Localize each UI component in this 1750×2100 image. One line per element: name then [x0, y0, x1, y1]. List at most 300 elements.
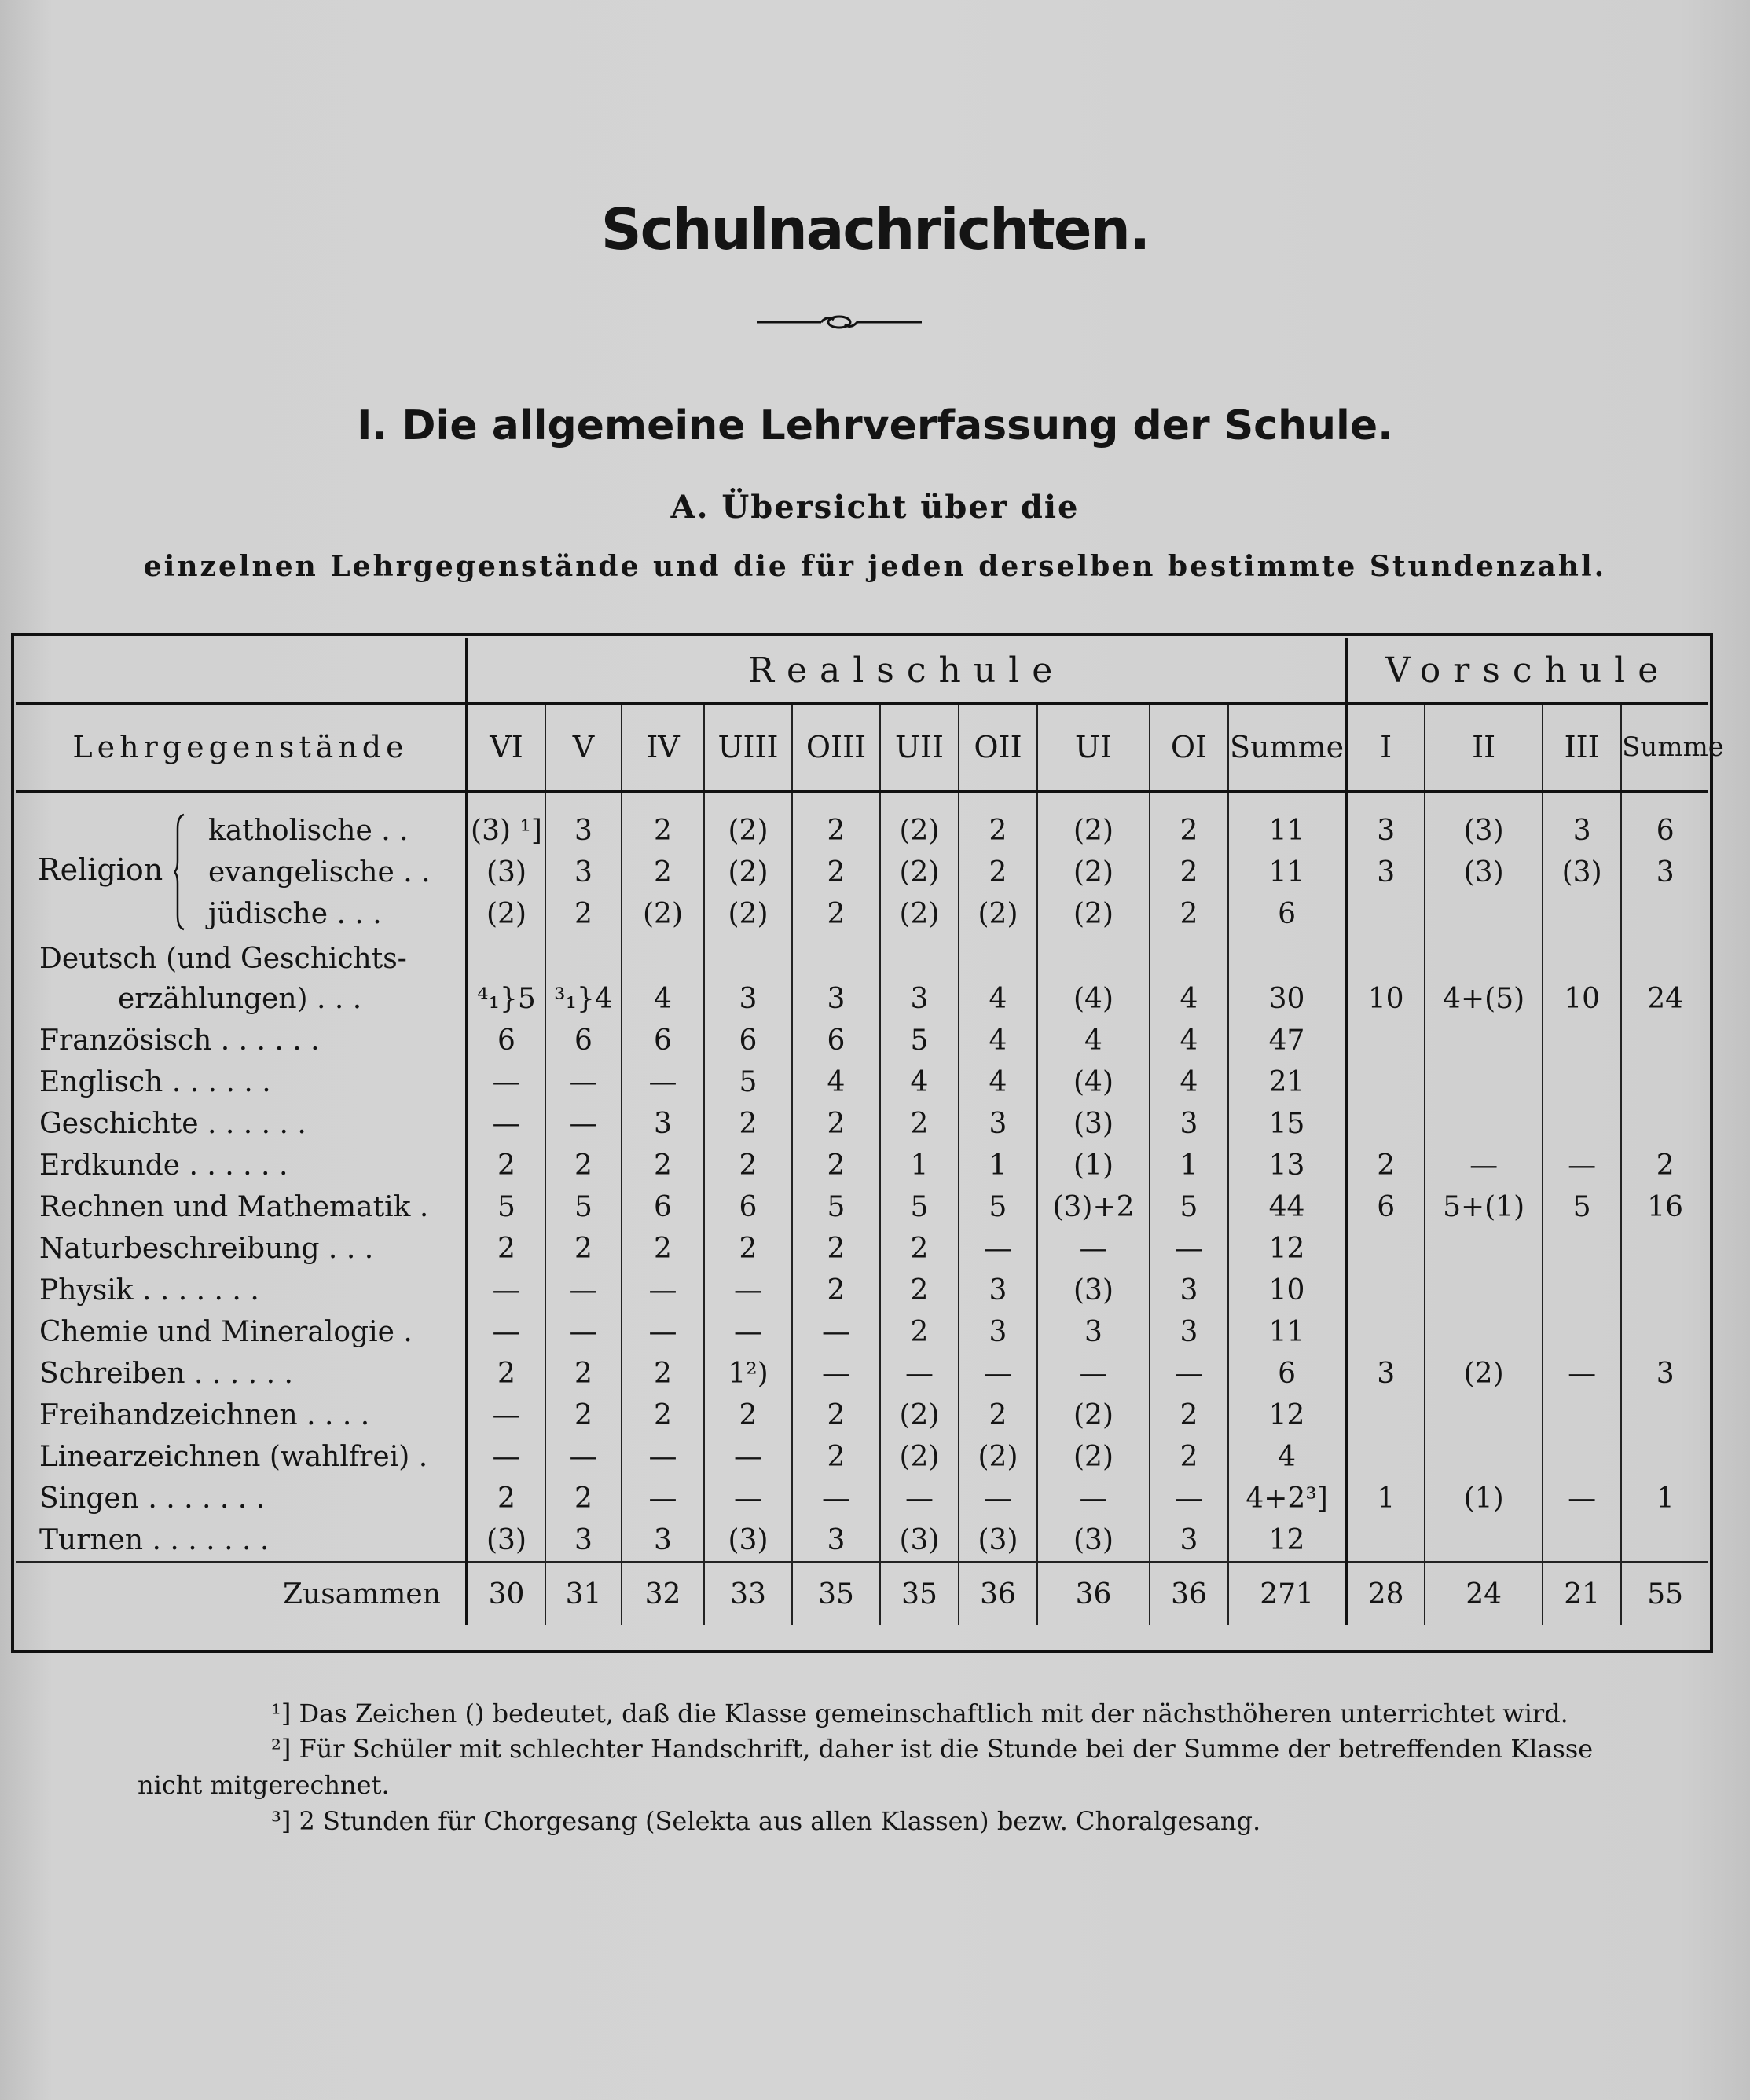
value-cell: 5 [1150, 1186, 1228, 1228]
value-cell: — [622, 1061, 704, 1103]
value-cell [1346, 1270, 1425, 1311]
value-cell: (3) [880, 1519, 959, 1562]
religion-brace [174, 813, 187, 931]
subject-cell: Englisch . . . . . . [39, 1066, 271, 1098]
value-cell [1543, 1270, 1621, 1311]
value-cell: — [1150, 1353, 1228, 1395]
subject-cell: Singen . . . . . . . [39, 1482, 266, 1515]
value-cell: 2 [959, 1395, 1037, 1436]
value-cell: 3 [1621, 852, 1708, 893]
value-cell: 2 [704, 1228, 792, 1270]
table-row [16, 1353, 1708, 1395]
col-header: Summe [1228, 704, 1346, 792]
value-cell: 4 [959, 1020, 1037, 1061]
col-header: UII [880, 704, 959, 792]
value-cell: — [545, 1103, 622, 1145]
value-cell: 3 [1037, 1311, 1150, 1353]
value-cell: 2 [704, 1145, 792, 1186]
value-cell: 12 [1228, 1519, 1346, 1562]
religion-label: Religion [38, 852, 163, 887]
subject-cell: Erdkunde . . . . . . [39, 1149, 288, 1182]
value-cell: 2 [880, 1311, 959, 1353]
value-cell: 3 [622, 1519, 704, 1562]
table-row [16, 1186, 1708, 1228]
value-cell [1425, 1228, 1543, 1270]
value-cell: 6 [467, 1020, 545, 1061]
value-cell: 3 [545, 1519, 622, 1562]
value-cell [1621, 1103, 1708, 1145]
subject-cell: Französisch . . . . . . [39, 1024, 320, 1057]
value-cell: (2) [622, 893, 704, 935]
value-cell [1425, 1020, 1543, 1061]
value-cell [1425, 1270, 1543, 1311]
value-cell: 6 [1228, 1353, 1346, 1395]
value-cell: 3 [1621, 1353, 1708, 1395]
value-cell: (1) [1037, 1145, 1150, 1186]
value-cell: 3 [1346, 1353, 1425, 1395]
col-header: Summe [1621, 704, 1708, 792]
value-cell [1425, 1061, 1543, 1103]
value-cell: 3 [545, 791, 622, 852]
value-cell: 3 [1150, 1519, 1228, 1562]
table-row [16, 1145, 1708, 1186]
table-row [16, 852, 1708, 893]
value-cell [1346, 1061, 1425, 1103]
value-cell: 3 [959, 1311, 1037, 1353]
table-row [16, 1478, 1708, 1519]
value-cell: 3 [880, 935, 959, 1020]
subject-cell: jüdische . . . [208, 898, 382, 930]
value-cell: ³₁}4 [545, 935, 622, 1020]
col-header: OII [959, 704, 1037, 792]
value-cell [1543, 1436, 1621, 1478]
col-header: OI [1150, 704, 1228, 792]
subject-cell: Geschichte . . . . . . [39, 1108, 306, 1140]
value-cell [1543, 1103, 1621, 1145]
value-cell: — [1150, 1228, 1228, 1270]
value-cell: 6 [622, 1186, 704, 1228]
value-cell: 11 [1228, 1311, 1346, 1353]
value-cell: 2 [467, 1228, 545, 1270]
section-heading: I. Die allgemeine Lehrverfassung der Schule. [357, 402, 1393, 449]
col-header: UI [1037, 704, 1150, 792]
total-cell: 33 [704, 1562, 792, 1625]
total-cell: 36 [959, 1562, 1037, 1625]
group-spacer [16, 638, 467, 704]
value-cell: 3 [1346, 852, 1425, 893]
value-cell: — [1543, 1353, 1621, 1395]
table-row [16, 1436, 1708, 1478]
value-cell: 6 [1621, 791, 1708, 852]
value-cell: 15 [1228, 1103, 1346, 1145]
value-cell: 4 [792, 1061, 880, 1103]
value-cell: 11 [1228, 852, 1346, 893]
value-cell: 4 [880, 1061, 959, 1103]
value-cell [1543, 1020, 1621, 1061]
value-cell [1543, 1311, 1621, 1353]
value-cell: 3 [959, 1103, 1037, 1145]
table-row [16, 1519, 1708, 1562]
value-cell: 21 [1228, 1061, 1346, 1103]
group-realschule: Realschule [467, 638, 1346, 704]
value-cell: 2 [880, 1228, 959, 1270]
subject-cell: katholische . . [208, 815, 409, 847]
value-cell: — [545, 1436, 622, 1478]
value-cell: (3) [959, 1519, 1037, 1562]
total-row [16, 1562, 1708, 1625]
value-cell: 16 [1621, 1186, 1708, 1228]
value-cell: (3) [1425, 791, 1543, 852]
value-cell: 2 [467, 1145, 545, 1186]
value-cell [1621, 1311, 1708, 1353]
value-cell: 5 [880, 1020, 959, 1061]
value-cell [1346, 893, 1425, 935]
value-cell: (2) [880, 893, 959, 935]
value-cell: 12 [1228, 1395, 1346, 1436]
column-header-row [16, 704, 1708, 792]
value-cell: ⁴₁}5 [467, 935, 545, 1020]
value-cell: 3 [1150, 1311, 1228, 1353]
value-cell: 4+2³] [1228, 1478, 1346, 1519]
value-cell: 1²) [704, 1353, 792, 1395]
value-cell: — [467, 1061, 545, 1103]
value-cell: — [467, 1270, 545, 1311]
value-cell: — [704, 1478, 792, 1519]
value-cell: 2 [880, 1103, 959, 1145]
value-cell: (2) [1037, 1395, 1150, 1436]
value-cell: 2 [545, 893, 622, 935]
subject-cell: Chemie und Mineralogie . [39, 1316, 413, 1348]
footnote-2: ²] Für Schüler mit schlechter Handschrift, daher ist die Stunde bei der Summe der betreffenden Klasse [271, 1734, 1594, 1764]
value-cell [1621, 1395, 1708, 1436]
value-cell [1346, 1436, 1425, 1478]
value-cell: — [545, 1061, 622, 1103]
value-cell: 2 [545, 1395, 622, 1436]
subject-line: erzählungen) . . . [118, 983, 362, 1015]
col-subject: Lehrgegenstände [16, 704, 467, 792]
value-cell: 5 [704, 1061, 792, 1103]
table-row [16, 1311, 1708, 1353]
value-cell: — [545, 1270, 622, 1311]
value-cell: 4 [1150, 935, 1228, 1020]
value-cell: — [959, 1353, 1037, 1395]
table-row [16, 791, 1708, 852]
value-cell: 6 [1346, 1186, 1425, 1228]
footnote-1: ¹] Das Zeichen () bedeutet, daß die Klasse gemeinschaftlich mit der nächsthöheren unterrichtet wird. [271, 1699, 1568, 1728]
value-cell: 44 [1228, 1186, 1346, 1228]
group-vorschule: Vorschule [1346, 638, 1708, 704]
value-cell [1425, 1436, 1543, 1478]
value-cell: 3 [545, 852, 622, 893]
value-cell: 2 [792, 1228, 880, 1270]
subject-cell: evangelische . . [208, 856, 431, 889]
value-cell: 3 [959, 1270, 1037, 1311]
value-cell: (3) [1037, 1270, 1150, 1311]
value-cell: (2) [959, 1436, 1037, 1478]
value-cell: 5 [880, 1186, 959, 1228]
total-cell: 21 [1543, 1562, 1621, 1625]
value-cell: (2) [880, 852, 959, 893]
value-cell: 5 [792, 1186, 880, 1228]
value-cell: 2 [792, 791, 880, 852]
value-cell [1425, 893, 1543, 935]
value-cell: — [467, 1395, 545, 1436]
value-cell: 4 [959, 1061, 1037, 1103]
total-cell: 36 [1037, 1562, 1150, 1625]
value-cell: — [622, 1270, 704, 1311]
value-cell: — [704, 1311, 792, 1353]
subject-line: Deutsch (und Geschichts- [39, 943, 407, 975]
value-cell [1621, 1061, 1708, 1103]
col-header: IV [622, 704, 704, 792]
value-cell: (2) [880, 1436, 959, 1478]
total-cell: 55 [1621, 1562, 1708, 1625]
table-row [16, 1103, 1708, 1145]
value-cell: (2) [704, 852, 792, 893]
value-cell: 2 [622, 1145, 704, 1186]
value-cell: (2) [1037, 791, 1150, 852]
col-header: VI [467, 704, 545, 792]
value-cell: 4 [959, 935, 1037, 1020]
value-cell [1425, 1103, 1543, 1145]
subject-cell: Linearzeichnen (wahlfrei) . [39, 1441, 428, 1473]
value-cell: (3)+2 [1037, 1186, 1150, 1228]
value-cell [1621, 1436, 1708, 1478]
value-cell: — [704, 1270, 792, 1311]
value-cell: — [622, 1478, 704, 1519]
value-cell: 4 [1150, 1061, 1228, 1103]
footnote-3: ³] 2 Stunden für Chorgesang (Selekta aus allen Klassen) bezw. Choralgesang. [271, 1806, 1261, 1836]
value-cell: 2 [792, 1103, 880, 1145]
value-cell: 1 [959, 1145, 1037, 1186]
value-cell [1425, 1519, 1543, 1562]
value-cell: (3) [467, 852, 545, 893]
subject-cell: Schreiben . . . . . . [39, 1358, 293, 1390]
value-cell: — [467, 1311, 545, 1353]
value-cell [1346, 1103, 1425, 1145]
value-cell: 4 [1228, 1436, 1346, 1478]
value-cell: 2 [1150, 852, 1228, 893]
value-cell: — [880, 1478, 959, 1519]
col-header: OIII [792, 704, 880, 792]
value-cell: (2) [880, 791, 959, 852]
value-cell: 10 [1228, 1270, 1346, 1311]
value-cell: (3) ¹] [467, 791, 545, 852]
value-cell: 2 [545, 1228, 622, 1270]
value-cell: 2 [622, 791, 704, 852]
value-cell: 2 [959, 852, 1037, 893]
table-body [16, 791, 1708, 1625]
value-cell: 6 [704, 1186, 792, 1228]
value-cell: 3 [792, 1519, 880, 1562]
value-cell: — [622, 1311, 704, 1353]
value-cell: 12 [1228, 1228, 1346, 1270]
value-cell: 2 [959, 791, 1037, 852]
table-row [16, 893, 1708, 935]
subheading-line1: A. Übersicht über die [670, 489, 1080, 526]
value-cell: 11 [1228, 791, 1346, 852]
value-cell: 2 [792, 1436, 880, 1478]
value-cell: 13 [1228, 1145, 1346, 1186]
value-cell: 2 [1346, 1145, 1425, 1186]
value-cell: 3 [622, 1103, 704, 1145]
group-header-row [16, 638, 1708, 704]
col-header: UIII [704, 704, 792, 792]
value-cell: 6 [704, 1020, 792, 1061]
value-cell: 2 [1150, 1395, 1228, 1436]
value-cell: 2 [1150, 1436, 1228, 1478]
value-cell: 10 [1543, 935, 1621, 1020]
subject-cell: Turnen . . . . . . . [39, 1524, 270, 1556]
value-cell: — [792, 1478, 880, 1519]
value-cell: — [880, 1353, 959, 1395]
value-cell: 2 [545, 1353, 622, 1395]
value-cell [1621, 1519, 1708, 1562]
value-cell: — [622, 1436, 704, 1478]
value-cell: 4 [1150, 1020, 1228, 1061]
value-cell: — [467, 1103, 545, 1145]
value-cell: 10 [1346, 935, 1425, 1020]
value-cell: — [1543, 1145, 1621, 1186]
value-cell: — [1037, 1478, 1150, 1519]
value-cell: 2 [792, 1270, 880, 1311]
col-header: V [545, 704, 622, 792]
value-cell [1543, 1395, 1621, 1436]
value-cell: 4+(5) [1425, 935, 1543, 1020]
value-cell [1621, 893, 1708, 935]
value-cell: 1 [1621, 1478, 1708, 1519]
value-cell [1425, 1395, 1543, 1436]
value-cell: 5+(1) [1425, 1186, 1543, 1228]
value-cell: 4 [1037, 1020, 1150, 1061]
value-cell [1346, 1228, 1425, 1270]
value-cell: — [1543, 1478, 1621, 1519]
col-header: II [1425, 704, 1543, 792]
subject-cell: Rechnen und Mathematik . [39, 1191, 429, 1223]
value-cell: 2 [545, 1478, 622, 1519]
value-cell: 5 [1543, 1186, 1621, 1228]
total-cell: 24 [1425, 1562, 1543, 1625]
table-row [16, 1061, 1708, 1103]
total-cell: 32 [622, 1562, 704, 1625]
value-cell: (3) [1037, 1519, 1150, 1562]
table-row [16, 1270, 1708, 1311]
total-cell: 36 [1150, 1562, 1228, 1625]
table-row [16, 1228, 1708, 1270]
value-cell: 3 [1543, 791, 1621, 852]
value-cell: 3 [1150, 1270, 1228, 1311]
page-title: Schulnachrichten. [600, 196, 1150, 262]
value-cell: — [1150, 1478, 1228, 1519]
value-cell: (3) [704, 1519, 792, 1562]
value-cell: 30 [1228, 935, 1346, 1020]
value-cell: 47 [1228, 1020, 1346, 1061]
value-cell: 2 [1150, 893, 1228, 935]
value-cell: 3 [1150, 1103, 1228, 1145]
col-header: III [1543, 704, 1621, 792]
value-cell: (1) [1425, 1478, 1543, 1519]
value-cell [1621, 1020, 1708, 1061]
col-header: I [1346, 704, 1425, 792]
value-cell [1543, 1061, 1621, 1103]
value-cell: — [792, 1353, 880, 1395]
subject-cell [16, 935, 467, 1020]
value-cell: 6 [622, 1020, 704, 1061]
value-cell: 3 [704, 935, 792, 1020]
subject-cell: Physik . . . . . . . [39, 1274, 259, 1307]
value-cell [1346, 1020, 1425, 1061]
value-cell: 2 [792, 1145, 880, 1186]
value-cell [1621, 1270, 1708, 1311]
total-cell: 31 [545, 1562, 622, 1625]
value-cell: 5 [545, 1186, 622, 1228]
value-cell: — [1037, 1228, 1150, 1270]
value-cell: 2 [792, 893, 880, 935]
value-cell: 1 [1346, 1478, 1425, 1519]
value-cell: (3) [1543, 852, 1621, 893]
subject-cell: Freihandzeichnen . . . . [39, 1399, 370, 1431]
value-cell: (4) [1037, 935, 1150, 1020]
value-cell: 4 [622, 935, 704, 1020]
value-cell: (2) [704, 893, 792, 935]
value-cell: — [545, 1311, 622, 1353]
value-cell [1621, 1228, 1708, 1270]
value-cell: — [792, 1311, 880, 1353]
value-cell: — [959, 1478, 1037, 1519]
value-cell [1346, 1311, 1425, 1353]
value-cell [1346, 1395, 1425, 1436]
value-cell: (3) [1037, 1103, 1150, 1145]
value-cell: 2 [622, 1353, 704, 1395]
table-row [16, 1395, 1708, 1436]
lessons-table [16, 638, 1724, 1625]
value-cell: 2 [792, 852, 880, 893]
value-cell: 2 [704, 1395, 792, 1436]
value-cell: 2 [622, 1228, 704, 1270]
value-cell: 5 [467, 1186, 545, 1228]
value-cell: 2 [1150, 791, 1228, 852]
value-cell: — [467, 1436, 545, 1478]
value-cell: 2 [545, 1145, 622, 1186]
value-cell: 1 [880, 1145, 959, 1186]
value-cell: (2) [704, 791, 792, 852]
subject-cell: Naturbeschreibung . . . [39, 1233, 374, 1265]
value-cell: 2 [792, 1395, 880, 1436]
value-cell: 2 [622, 1395, 704, 1436]
value-cell [1543, 893, 1621, 935]
value-cell: 2 [704, 1103, 792, 1145]
value-cell: 2 [622, 852, 704, 893]
value-cell: 24 [1621, 935, 1708, 1020]
total-cell: 271 [1228, 1562, 1346, 1625]
value-cell [1543, 1228, 1621, 1270]
value-cell: — [959, 1228, 1037, 1270]
value-cell: (2) [959, 893, 1037, 935]
total-cell: 28 [1346, 1562, 1425, 1625]
total-cell: 35 [792, 1562, 880, 1625]
value-cell [1543, 1519, 1621, 1562]
ornament-divider [757, 310, 922, 334]
table-row [16, 1020, 1708, 1061]
total-label: Zusammen [16, 1562, 467, 1625]
value-cell: (4) [1037, 1061, 1150, 1103]
value-cell: (3) [467, 1519, 545, 1562]
value-cell: (2) [880, 1395, 959, 1436]
value-cell: 2 [880, 1270, 959, 1311]
subheading-line2: einzelnen Lehrgegenstände und die für jeden derselben bestimmte Stundenzahl. [143, 550, 1607, 583]
value-cell: (2) [467, 893, 545, 935]
value-cell: 2 [1621, 1145, 1708, 1186]
